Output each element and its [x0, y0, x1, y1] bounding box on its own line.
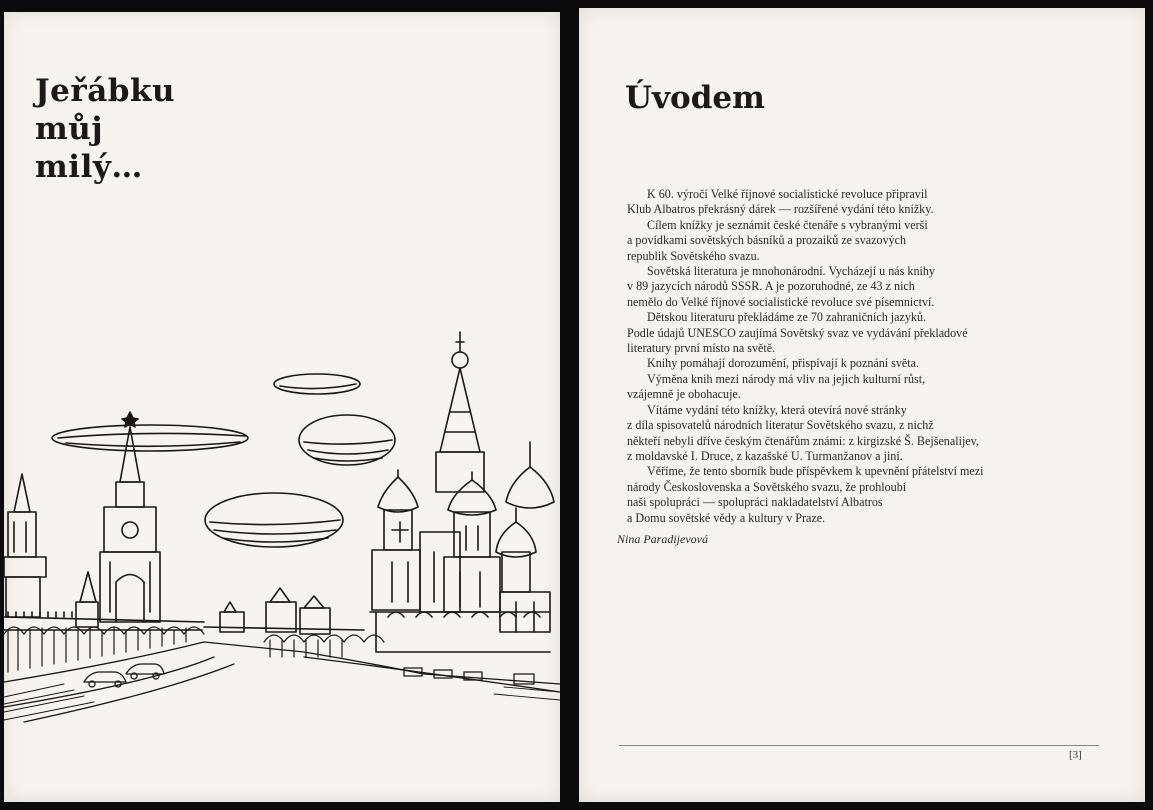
text-line: vzájemně je obohacuje. — [627, 387, 741, 402]
left-page — [4, 12, 560, 802]
distant-buildings — [204, 588, 364, 634]
text-line: Dětskou literaturu překládáme ze 70 zahraničních jazyků. — [647, 310, 927, 325]
foreword-text — [627, 187, 1097, 526]
text-line: Vítáme vydání této knížky, která otevírá nové stránky — [647, 402, 907, 417]
cloud-shape — [205, 493, 343, 547]
text-line: Podle údajů UNESCO zaujímá Sovětský svaz ve vydávání překladové — [627, 325, 968, 340]
right-page — [579, 8, 1145, 802]
cloud-shape — [274, 374, 360, 394]
text-line: v 89 jazycích národů SSSR. A je pozoruhodné, ze 43 z nich — [627, 279, 915, 294]
text-line: národy Československa a Sovětského svazu, že prohloubí — [627, 479, 907, 494]
text-line: a Domu sovětské vědy a kultury v Praze. — [627, 510, 826, 525]
text-line: Sovětská literatura je mnohonárodní. Vycházejí u nás knihy — [647, 264, 935, 279]
text-line: Klub Albatros překrásný dárek — rozšířené vydání této knížky. — [627, 202, 934, 217]
text-line: a povídkami sovětských básníků a prozaiků ze svazových — [627, 233, 907, 248]
text-line: literatury první místo na světě. — [627, 341, 776, 356]
title-line: Jeřábku — [35, 73, 176, 109]
footer-divider — [619, 745, 1099, 746]
title-line: můj — [35, 111, 104, 147]
cloud-shape — [299, 415, 395, 465]
page-title: Úvodem — [625, 80, 765, 116]
title-line: milý… — [35, 149, 143, 185]
text-line: někteří nebyli dříve českým čtenářům známi: z kirgizské Š. Bejšenalijev, — [627, 433, 979, 448]
tree-row — [264, 635, 384, 657]
st-basils-cathedral — [370, 332, 554, 652]
page-number: [3] — [1069, 749, 1082, 761]
text-line: Knihy pomáhají dorozumění, přispívají k poznání světa. — [647, 356, 920, 371]
tower-left — [4, 474, 46, 617]
left-page-title — [35, 72, 175, 186]
text-line: nemělo do Velké říjnové socialistické revoluce své písemnictví. — [627, 294, 935, 309]
text-line: naši spolupráci — spolupráci nakladatelství Albatros — [627, 495, 883, 510]
text-line: Cílem knížky je seznámit české čtenáře s vybranými verši — [647, 217, 928, 232]
cloud-shape — [52, 425, 248, 451]
text-line: z díla spisovatelů národních literatur Sovětského svazu, z nichž — [627, 418, 934, 433]
text-line: Věříme, že tento sborník bude příspěvkem k upevnění přátelství mezi — [647, 464, 984, 479]
text-line: republik Sovětského svazu. — [627, 248, 760, 263]
author-signature: Nina Paradijevová — [617, 532, 708, 546]
ground-hatching — [4, 684, 560, 720]
text-line: z moldavské I. Druce, z kazašské U. Turmanžanov a jiní. — [627, 448, 903, 463]
text-line: K 60. výročí Velké říjnové socialistické revoluce připravil — [647, 187, 928, 201]
text-line: Výměna knih mezi národy má vliv na jejich kulturní růst, — [647, 371, 926, 386]
kremlin-illustration — [4, 312, 560, 732]
